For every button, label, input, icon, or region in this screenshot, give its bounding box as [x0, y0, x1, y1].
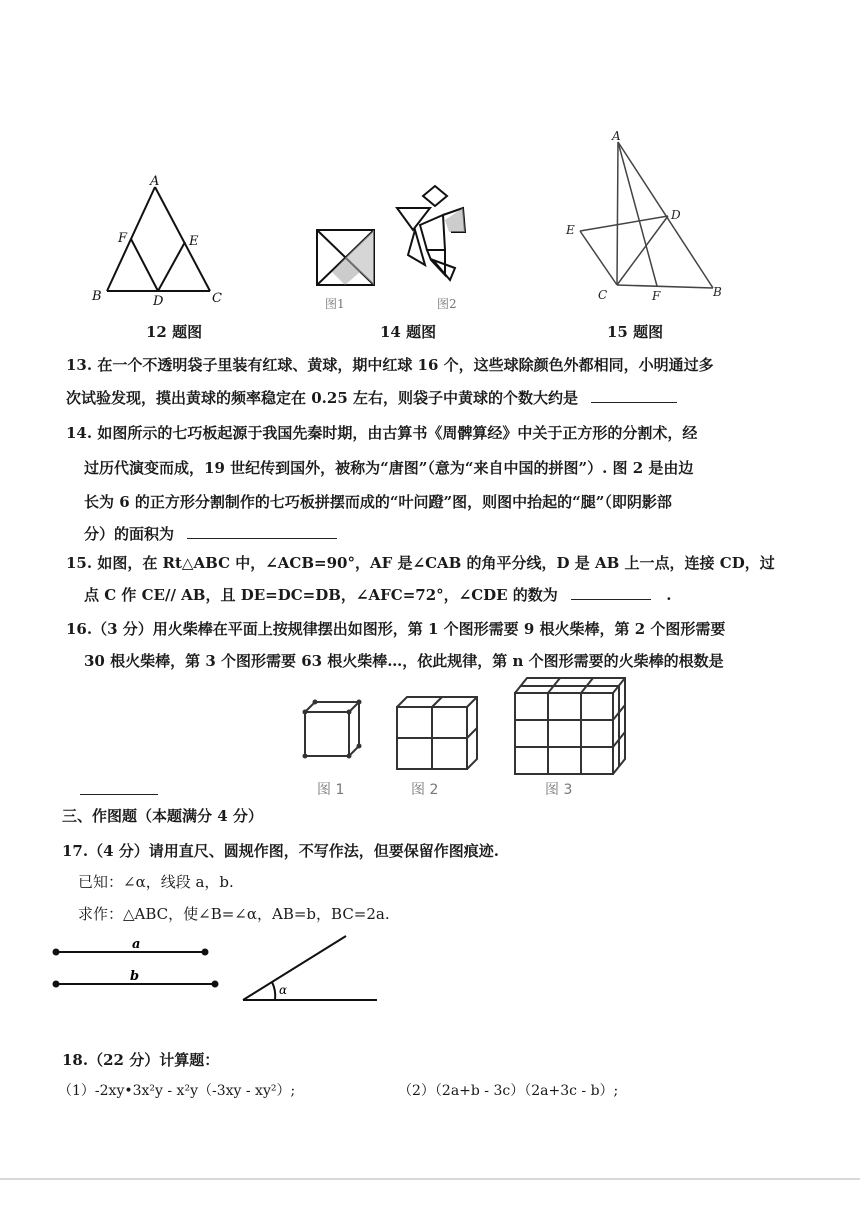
q18-title: 18.（22 分）计算题：	[62, 1051, 220, 1069]
fig15-label-a: A	[612, 129, 621, 143]
fig16-label-3: 图 3	[545, 782, 573, 798]
q13-line-2	[66, 388, 677, 408]
q16-line-1: 16.（3 分）用火柴棒在平面上按规律摆出如图形，第 1 个图形需要 9 根火柴棒，第 2 个图形需要	[66, 620, 726, 638]
fig12-label-f: F	[118, 231, 128, 246]
fig15-label-c: C	[598, 288, 608, 302]
page-bottom-rule	[0, 1178, 860, 1180]
q14-line-4-text: 分）的面积为	[84, 525, 175, 543]
q16-line-2: 30 根火柴棒，第 3 个图形需要 63 根火柴棒…，依此规律，第 n 个图形需要的火柴棒的根数是	[84, 652, 724, 670]
figure-14	[305, 180, 505, 320]
fig12-label-c: C	[212, 291, 222, 306]
fig12-label-b: B	[92, 289, 102, 304]
q18-part-1: （1）-2xy•3x²y - x²y（-3xy - xy²）;	[58, 1083, 296, 1099]
q13-line-1: 13. 在一个不透明袋子里装有红球、黄球，期中红球 16 个，这些球除颜色外都相同，小明通过多	[66, 356, 714, 374]
q14-line-3: 长为 6 的正方形分割制作的七巧板拼摆而成的“叶问蹬”图，则图中抬起的“腿”（即阴影部	[84, 493, 672, 511]
q14-line-1: 14. 如图所示的七巧板起源于我国先秦时期，由古算书《周髀算经》中关于正方形的分割术，经	[66, 424, 698, 442]
figure-15	[560, 128, 740, 308]
fig15-label-b: B	[713, 285, 722, 299]
fig12-label-a: A	[150, 174, 160, 189]
q15-line-2-text: 点 C 作 CE// AB，且 DE=DC=DB，∠AFC=72°，∠CDE 的数为	[84, 586, 558, 604]
q17-find: 求作：△ABC，使∠B=∠α，AB=b，BC=2a.	[78, 905, 390, 923]
seg-a-label: a	[132, 937, 141, 952]
caption-q15: 15 题图	[607, 323, 664, 341]
q15-line-2-tail: .	[666, 586, 672, 604]
caption-q12: 12 题图	[146, 323, 203, 341]
q14-line-4	[84, 524, 337, 544]
q15-line-2	[84, 585, 672, 605]
q15-answer-blank[interactable]	[571, 585, 651, 600]
angle-alpha-label: α	[279, 983, 288, 997]
q17-line-1: 17.（4 分）请用直尺、圆规作图，不写作法，但要保留作图痕迹.	[62, 842, 499, 860]
fig15-label-d: D	[671, 208, 681, 222]
q18-part-2: （2）（2a+b - 3c）（2a+3c - b）;	[398, 1083, 619, 1099]
figure-16	[295, 670, 640, 805]
figure-12	[85, 170, 235, 310]
fig12-label-e: E	[189, 234, 199, 249]
q14-line-2: 过历代演变而成，19 世纪传到国外，被称为“唐图”（意为“来自中国的拼图”）. 图 2 是由边	[84, 459, 694, 477]
q17-known: 已知：∠α，线段 a，b.	[78, 873, 234, 891]
fig14-label-2: 图2	[437, 297, 457, 311]
seg-b-label: b	[130, 969, 140, 984]
fig12-label-d: D	[153, 294, 164, 309]
fig15-label-f: F	[652, 289, 661, 303]
q13-line-2-text: 次试验发现，摸出黄球的频率稳定在 0.25 左右，则袋子中黄球的个数大约是	[66, 389, 578, 407]
fig15-label-e: E	[566, 223, 575, 237]
section-3-heading: 三、作图题（本题满分 4 分）	[62, 807, 263, 825]
fig16-label-1: 图 1	[317, 782, 345, 798]
q14-answer-blank[interactable]	[187, 524, 337, 539]
q16-answer-blank[interactable]	[80, 780, 158, 795]
fig14-label-1: 图1	[325, 297, 345, 311]
caption-q14: 14 题图	[380, 323, 437, 341]
q13-answer-blank[interactable]	[591, 388, 677, 403]
q17-given-figure	[50, 930, 390, 1010]
q15-line-1: 15. 如图，在 Rt△ABC 中，∠ACB=90°，AF 是∠CAB 的角平分线，D 是 AB 上一点，连接 CD，过	[66, 554, 775, 572]
fig16-label-2: 图 2	[411, 782, 439, 798]
